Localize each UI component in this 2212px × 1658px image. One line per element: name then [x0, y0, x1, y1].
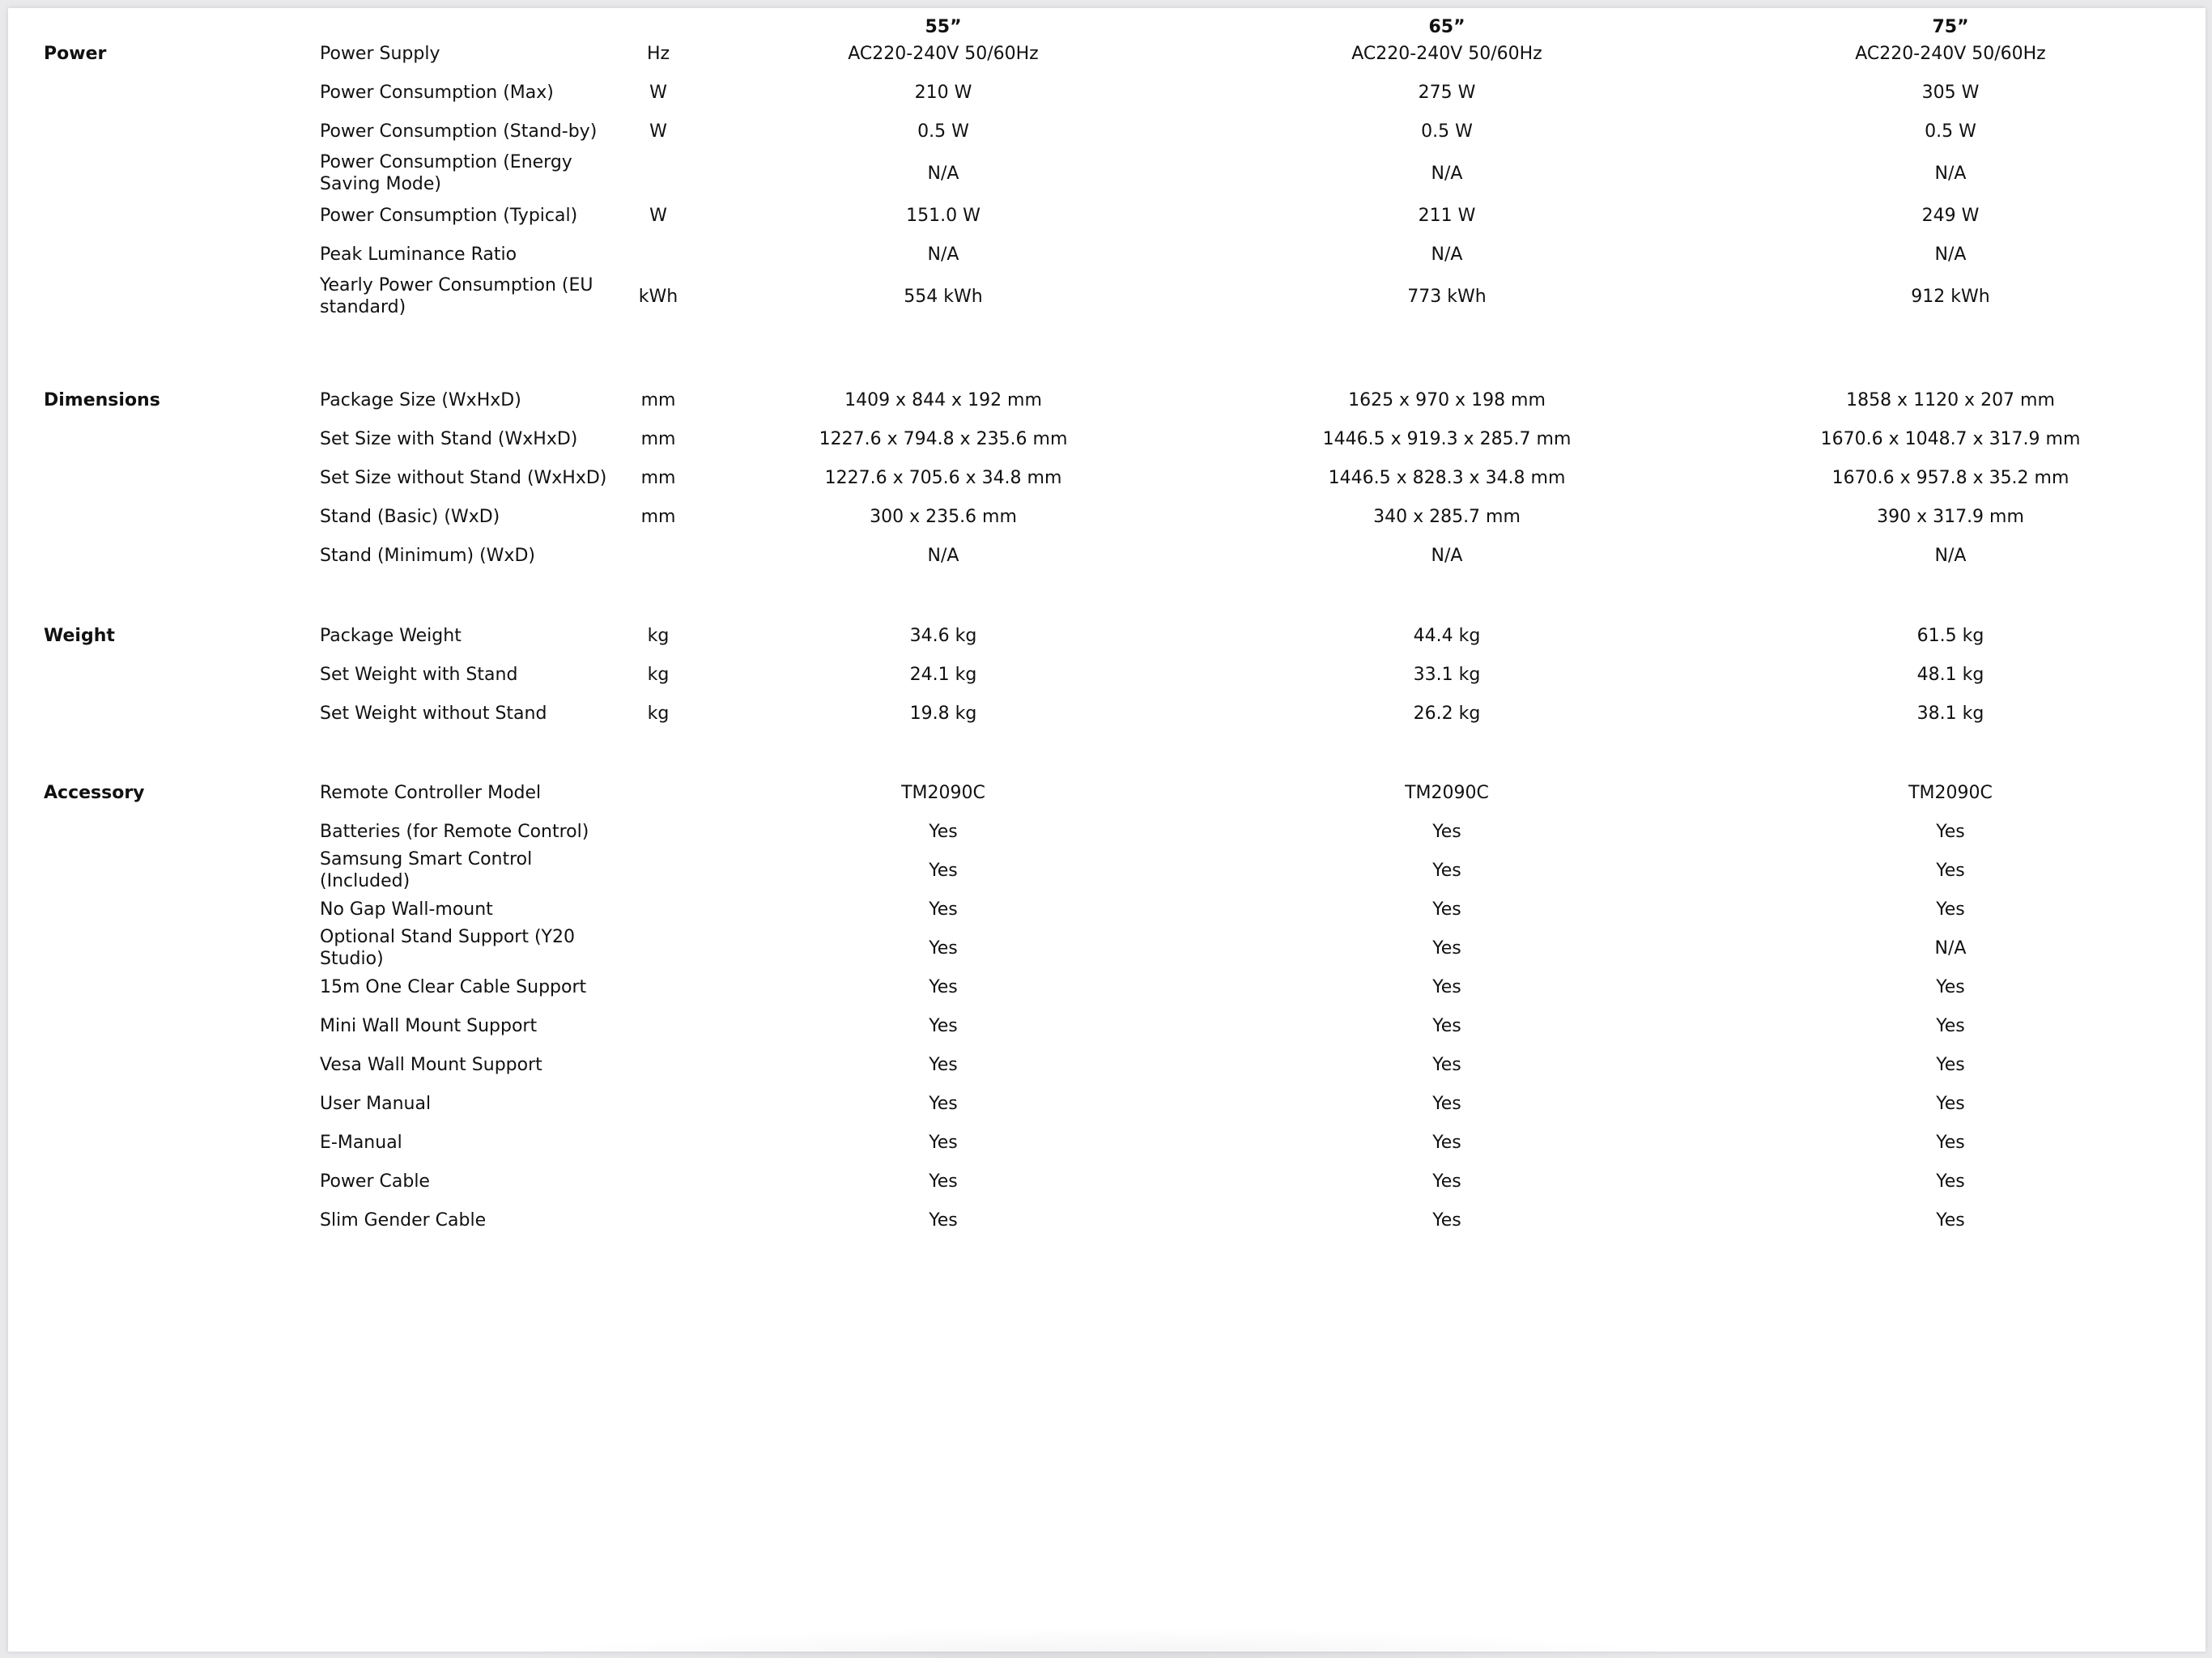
table-row — [8, 616, 2206, 655]
spec-label: Power Supply — [320, 43, 440, 64]
spec-unit: mm — [640, 389, 676, 410]
spec-value: 1670.6 x 1048.7 x 317.9 mm — [1820, 428, 2081, 449]
spec-unit — [626, 1123, 691, 1162]
spec-label: Yearly Power Consumption (EU standard) — [320, 275, 593, 317]
spec-value: 34.6 kg — [909, 625, 977, 646]
spec-value: Yes — [929, 976, 958, 997]
spec-unit — [626, 1006, 691, 1045]
spec-value: TM2090C — [1405, 782, 1489, 803]
spec-label: No Gap Wall-mount — [320, 899, 493, 920]
spec-value: Yes — [1432, 1054, 1461, 1075]
spec-unit — [626, 967, 691, 1006]
table-row — [8, 1006, 2206, 1045]
spec-unit — [626, 536, 691, 575]
spec-label: Vesa Wall Mount Support — [320, 1054, 542, 1075]
spec-unit — [626, 929, 691, 967]
spec-value: 1227.6 x 794.8 x 235.6 mm — [819, 428, 1068, 449]
spec-unit — [626, 812, 691, 851]
spec-value: Yes — [1936, 821, 1965, 842]
spec-label: Slim Gender Cable — [320, 1209, 487, 1231]
spec-label: Set Weight without Stand — [320, 703, 547, 724]
column-header-75: 75” — [1932, 16, 1969, 37]
spec-value: Yes — [1432, 1015, 1461, 1036]
spec-value: Yes — [929, 821, 958, 842]
table-row — [8, 1084, 2206, 1123]
table-row — [8, 1162, 2206, 1201]
spec-label: Remote Controller Model — [320, 782, 542, 803]
spec-unit — [626, 1201, 691, 1239]
spec-value: N/A — [927, 163, 959, 184]
spec-value: TM2090C — [1908, 782, 1993, 803]
spec-unit: kWh — [638, 286, 678, 307]
table-row — [8, 380, 2206, 419]
spec-unit: mm — [640, 428, 676, 449]
table-row — [8, 967, 2206, 1006]
spec-label: Stand (Basic) (WxD) — [320, 506, 500, 527]
spec-value: Yes — [1432, 860, 1461, 881]
spec-unit — [626, 235, 691, 274]
spec-label: Set Size with Stand (WxHxD) — [320, 428, 578, 449]
spec-value: Yes — [1432, 976, 1461, 997]
spec-value: Yes — [929, 1209, 958, 1231]
spec-value: Yes — [1432, 821, 1461, 842]
spec-unit — [626, 851, 691, 890]
spec-value: N/A — [1934, 545, 1967, 566]
spec-value: 48.1 kg — [1916, 664, 1984, 685]
table-row — [8, 536, 2206, 575]
spec-unit — [626, 1084, 691, 1123]
table-row — [8, 851, 2206, 890]
section-title: Power — [44, 43, 107, 64]
spec-value: 300 x 235.6 mm — [870, 506, 1017, 527]
spec-value: 211 W — [1418, 205, 1476, 226]
spec-value: Yes — [929, 899, 958, 920]
spec-value: 249 W — [1921, 205, 1980, 226]
spec-value: 33.1 kg — [1413, 664, 1481, 685]
spec-value: 1409 x 844 x 192 mm — [844, 389, 1042, 410]
spec-value: Yes — [929, 1132, 958, 1153]
spec-value: Yes — [1936, 1093, 1965, 1114]
spec-value: 0.5 W — [917, 121, 969, 142]
spec-value: Yes — [929, 937, 958, 959]
spec-value: Yes — [1432, 1171, 1461, 1192]
table-row — [8, 497, 2206, 536]
column-header-65: 65” — [1428, 16, 1465, 37]
spec-value: Yes — [929, 1093, 958, 1114]
spec-value: 340 x 285.7 mm — [1373, 506, 1521, 527]
spec-value: Yes — [1936, 1015, 1965, 1036]
spec-label: Peak Luminance Ratio — [320, 244, 517, 265]
table-row — [8, 419, 2206, 458]
spec-value: 1625 x 970 x 198 mm — [1348, 389, 1546, 410]
spec-value: 0.5 W — [1925, 121, 1976, 142]
spec-unit: kg — [647, 625, 670, 646]
spec-value: 151.0 W — [906, 205, 981, 226]
spec-value: N/A — [1934, 163, 1967, 184]
spec-value: 305 W — [1921, 82, 1980, 103]
spec-label: Batteries (for Remote Control) — [320, 821, 589, 842]
table-row — [8, 1123, 2206, 1162]
spec-unit — [626, 1045, 691, 1084]
spec-unit: kg — [647, 703, 670, 724]
spec-value: Yes — [1936, 1171, 1965, 1192]
section-title: Dimensions — [44, 389, 160, 410]
spec-unit — [626, 151, 691, 196]
section-title: Accessory — [44, 782, 145, 803]
spec-label: Package Size (WxHxD) — [320, 389, 521, 410]
spec-value: 0.5 W — [1421, 121, 1473, 142]
spec-unit — [626, 890, 691, 929]
spec-unit: mm — [640, 467, 676, 488]
spec-value: Yes — [1936, 860, 1965, 881]
spec-value: Yes — [1432, 1093, 1461, 1114]
table-row — [8, 694, 2206, 733]
spec-value: AC220-240V 50/60Hz — [848, 43, 1039, 64]
table-row — [8, 235, 2206, 274]
spec-value: N/A — [1431, 163, 1463, 184]
spec-value: Yes — [929, 1171, 958, 1192]
table-row — [8, 890, 2206, 929]
section-title: Weight — [44, 625, 115, 646]
spec-value: 1670.6 x 957.8 x 35.2 mm — [1831, 467, 2069, 488]
column-header-55: 55” — [925, 16, 962, 37]
spec-value: TM2090C — [901, 782, 985, 803]
spec-value: Yes — [1432, 1209, 1461, 1231]
spec-label: Mini Wall Mount Support — [320, 1015, 538, 1036]
table-row — [8, 73, 2206, 112]
spec-label: Package Weight — [320, 625, 462, 646]
spec-value: 1446.5 x 828.3 x 34.8 mm — [1328, 467, 1566, 488]
spec-value: Yes — [1936, 1132, 1965, 1153]
spec-label: Power Consumption (Typical) — [320, 205, 578, 226]
spec-value: 44.4 kg — [1413, 625, 1481, 646]
spec-value: 1858 x 1120 x 207 mm — [1846, 389, 2055, 410]
spec-label: Power Consumption (Stand-by) — [320, 121, 598, 142]
spec-value: Yes — [1936, 976, 1965, 997]
spec-value: Yes — [929, 860, 958, 881]
table-row — [8, 458, 2206, 497]
spec-value: N/A — [927, 545, 959, 566]
spec-value: Yes — [1432, 1132, 1461, 1153]
spec-label: Power Cable — [320, 1171, 430, 1192]
table-row — [8, 929, 2206, 967]
spec-value: 1227.6 x 705.6 x 34.8 mm — [824, 467, 1062, 488]
spec-value: N/A — [1934, 937, 1967, 959]
table-row — [8, 773, 2206, 812]
spec-value: 554 kWh — [904, 286, 983, 307]
spec-label: User Manual — [320, 1093, 432, 1114]
spec-value: Yes — [1936, 1054, 1965, 1075]
table-row — [8, 1045, 2206, 1084]
spec-unit: W — [649, 121, 667, 142]
page-shadow — [494, 1627, 1708, 1658]
spec-value: Yes — [1432, 937, 1461, 959]
spec-label: 15m One Clear Cable Support — [320, 976, 587, 997]
spec-value: Yes — [929, 1054, 958, 1075]
spec-unit: W — [649, 205, 667, 226]
spec-label: Power Consumption (Energy Saving Mode) — [320, 152, 572, 194]
spec-value: Yes — [1936, 899, 1965, 920]
table-row — [8, 812, 2206, 851]
spec-unit: mm — [640, 506, 676, 527]
table-row — [8, 274, 2206, 319]
table-row — [8, 34, 2206, 73]
spec-value: AC220-240V 50/60Hz — [1855, 43, 2046, 64]
spec-unit: W — [649, 82, 667, 103]
spec-value: 275 W — [1418, 82, 1476, 103]
spec-value: N/A — [1431, 545, 1463, 566]
spec-value: 390 x 317.9 mm — [1877, 506, 2024, 527]
spec-value: N/A — [927, 244, 959, 265]
spec-value: 773 kWh — [1407, 286, 1487, 307]
spec-value: Yes — [929, 1015, 958, 1036]
table-row — [8, 151, 2206, 196]
spec-unit: Hz — [646, 43, 670, 64]
spec-value: 912 kWh — [1911, 286, 1990, 307]
spec-label: E-Manual — [320, 1132, 402, 1153]
spec-label: Optional Stand Support (Y20 Studio) — [320, 927, 575, 969]
table-row — [8, 112, 2206, 151]
table-row — [8, 196, 2206, 235]
spec-value: 38.1 kg — [1916, 703, 1984, 724]
spec-value: 61.5 kg — [1916, 625, 1984, 646]
spec-value: 24.1 kg — [909, 664, 977, 685]
table-row — [8, 1201, 2206, 1239]
spec-sheet-page — [8, 8, 2206, 1652]
spec-value: 19.8 kg — [909, 703, 977, 724]
spec-unit: kg — [647, 664, 670, 685]
spec-unit — [626, 1162, 691, 1201]
spec-value: 210 W — [914, 82, 972, 103]
spec-value: 26.2 kg — [1413, 703, 1481, 724]
spec-value: 1446.5 x 919.3 x 285.7 mm — [1322, 428, 1572, 449]
spec-value: Yes — [1936, 1209, 1965, 1231]
spec-label: Samsung Smart Control (Included) — [320, 849, 533, 891]
spec-label: Set Weight with Stand — [320, 664, 518, 685]
spec-value: Yes — [1432, 899, 1461, 920]
spec-value: N/A — [1934, 244, 1967, 265]
spec-label: Stand (Minimum) (WxD) — [320, 545, 535, 566]
spec-value: AC220-240V 50/60Hz — [1351, 43, 1542, 64]
spec-label: Power Consumption (Max) — [320, 82, 554, 103]
spec-unit — [626, 773, 691, 812]
spec-value: N/A — [1431, 244, 1463, 265]
table-row — [8, 655, 2206, 694]
spec-label: Set Size without Stand (WxHxD) — [320, 467, 607, 488]
